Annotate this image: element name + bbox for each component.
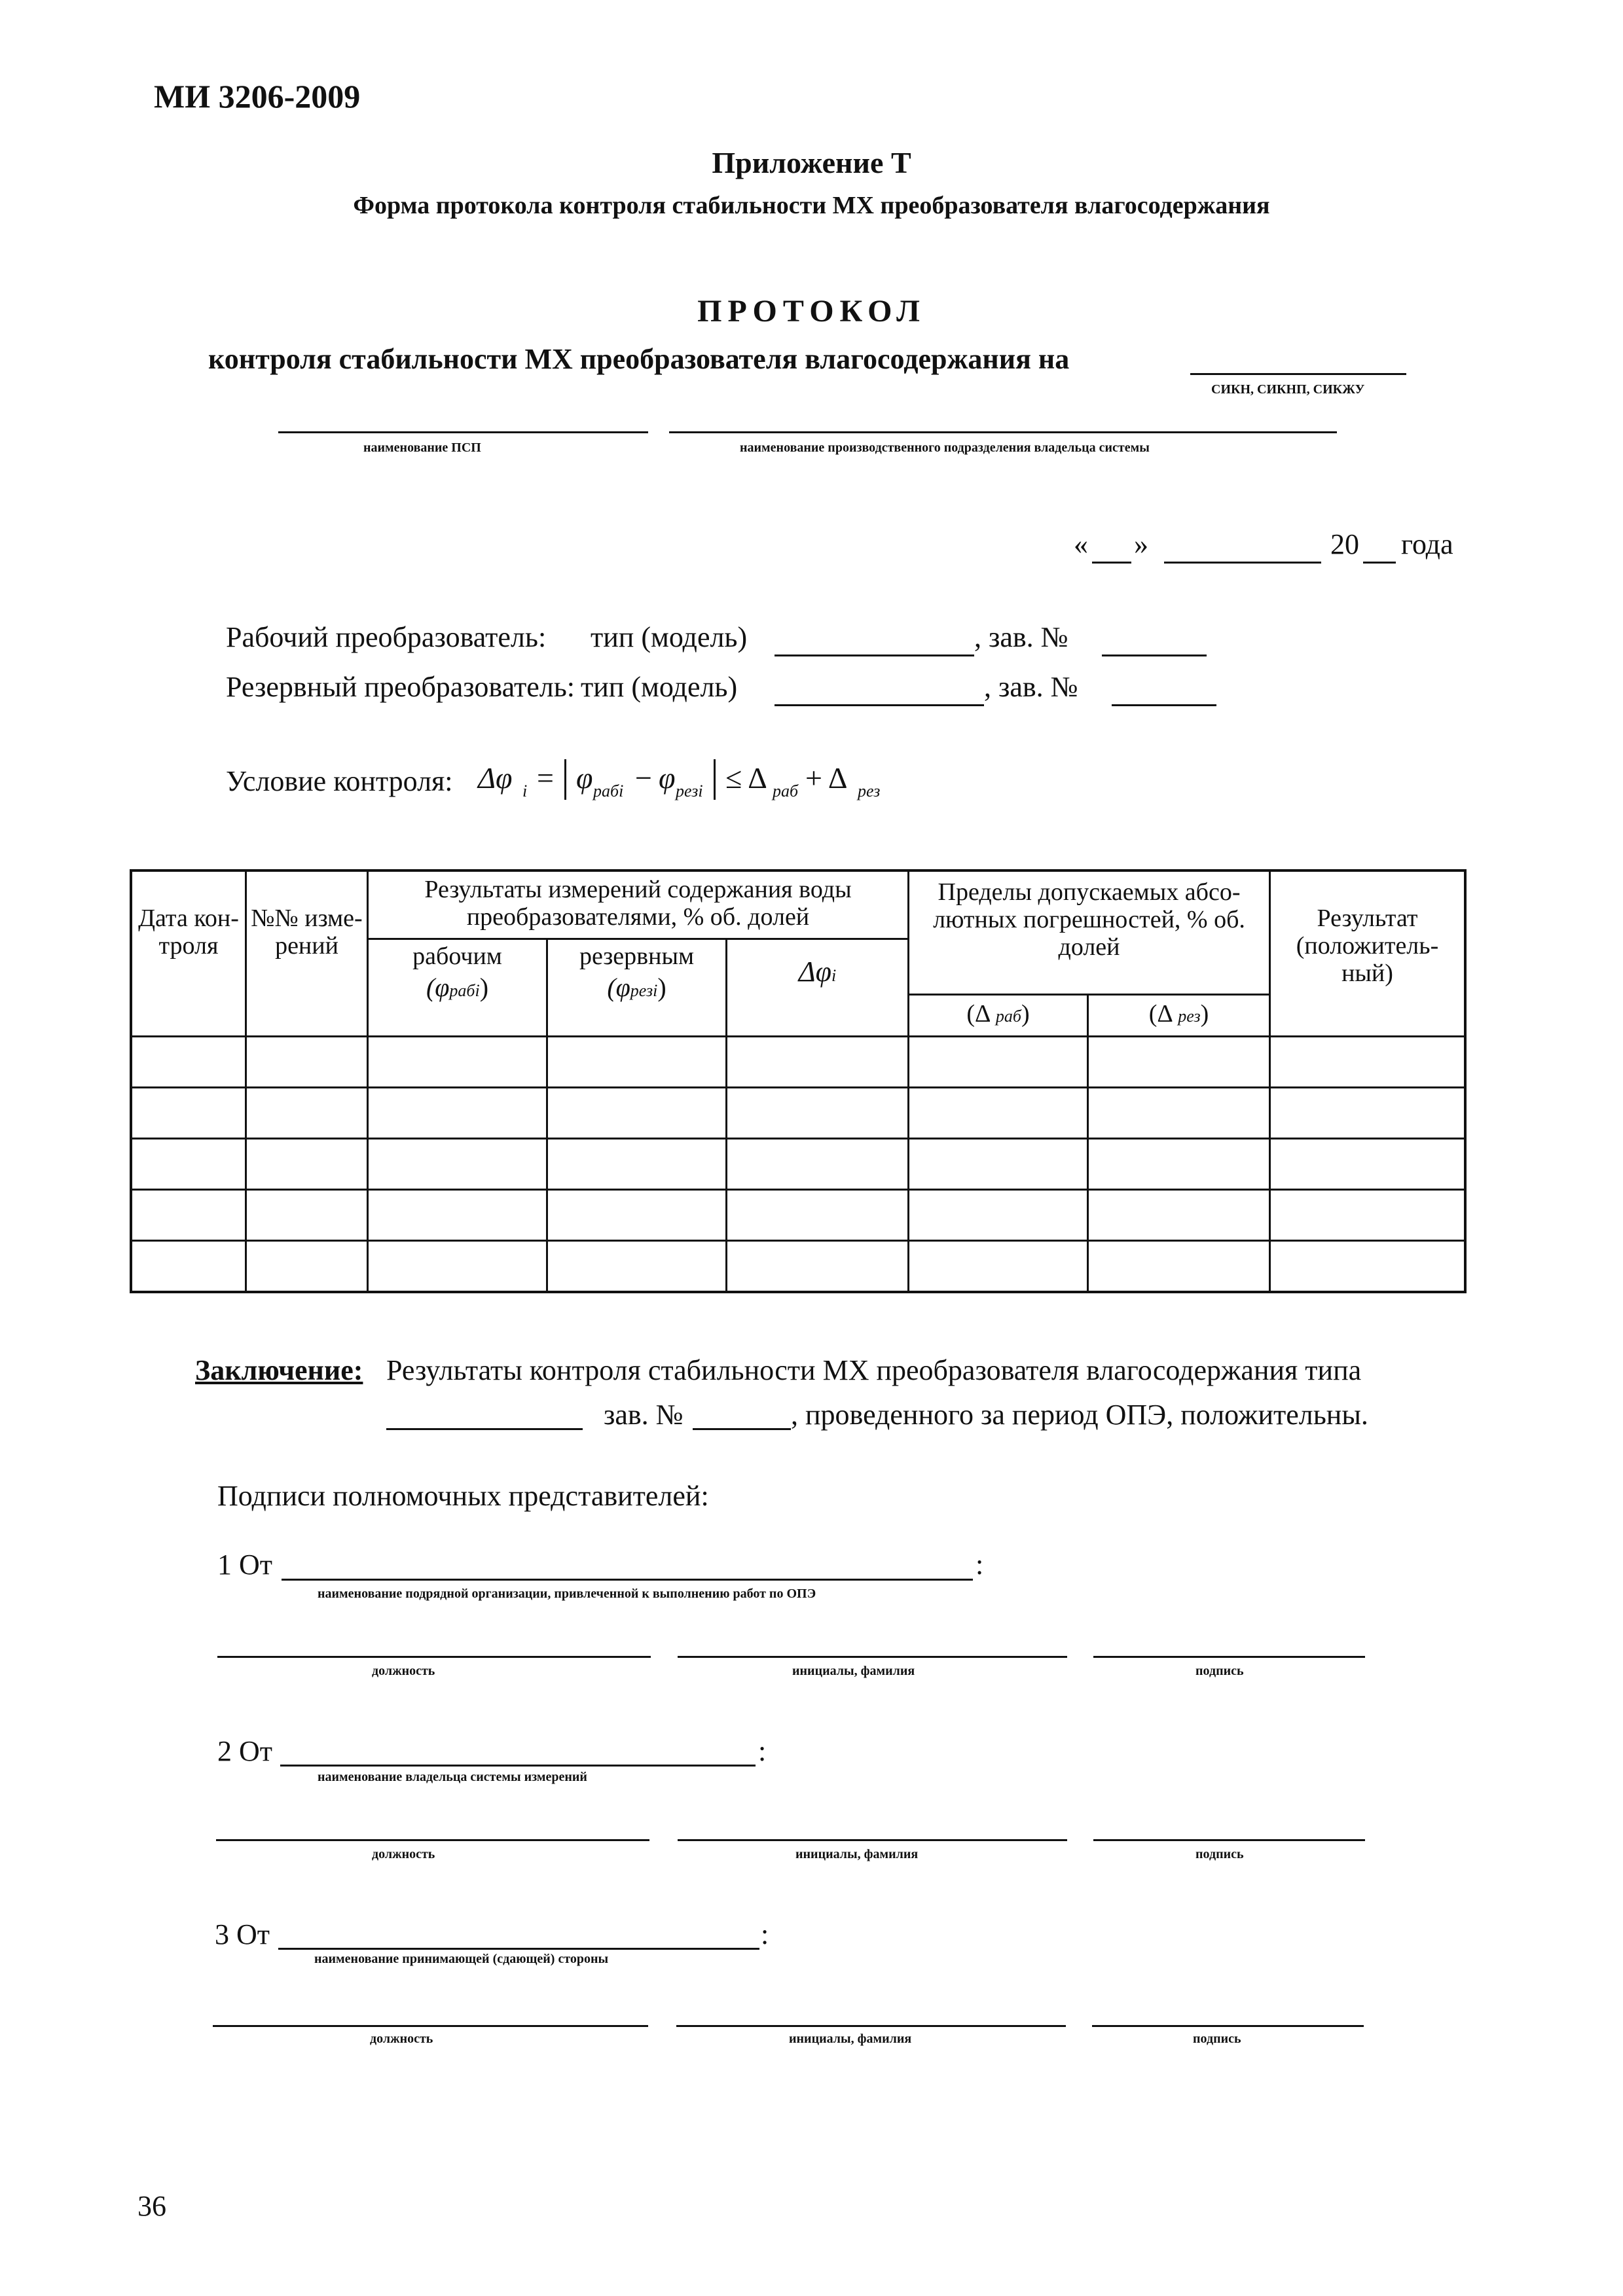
from-2-label: 2 От xyxy=(217,1735,273,1767)
initials-2-caption: инициалы, фамилия xyxy=(795,1847,919,1861)
formula-plus-delta: + Δ xyxy=(805,761,848,795)
signature-3-caption: подпись xyxy=(1193,2032,1241,2046)
position-1-field[interactable] xyxy=(217,1636,651,1658)
row-line-2 xyxy=(130,1138,1467,1139)
reserve-sub: резi xyxy=(630,981,658,1000)
delta-phi: Δφ xyxy=(798,956,831,988)
conclusion-type-field[interactable] xyxy=(386,1401,583,1430)
position-2-caption: должность xyxy=(372,1847,435,1861)
group-header-limits: Пределы допускаемых абсо- лютных погрешностей, % об. долей xyxy=(933,878,1245,961)
from-1-caption: наименование подрядной организации, привлеченной к выполнению работ по ОПЭ xyxy=(318,1587,816,1601)
col-header-number: №№ изме- рений xyxy=(251,905,363,960)
date-close-quote: » xyxy=(1134,528,1148,560)
delta-sub: i xyxy=(831,966,837,985)
year-prefix: 20 xyxy=(1330,528,1359,560)
table-border-top xyxy=(130,869,1467,872)
col-header-working: рабочим xyxy=(412,942,502,970)
formula-delta-phi: Δφ xyxy=(478,761,513,795)
col-line-2 xyxy=(367,869,369,1293)
working-phi: (φ xyxy=(426,973,450,1002)
reserve-converter-label: Резервный преобразователь: xyxy=(226,671,575,703)
signature-1-caption: подпись xyxy=(1195,1664,1244,1678)
month-field-line[interactable] xyxy=(1164,531,1321,564)
formula-sub-rab: рабi xyxy=(593,781,624,800)
from-2-colon: : xyxy=(758,1735,767,1767)
conclusion-text: Результаты контроля стабильности МХ преобразователя влагосодержания типа xyxy=(386,1354,1362,1386)
conclusion-serial-field[interactable] xyxy=(693,1401,791,1430)
appendix-title: Приложение Т xyxy=(712,146,911,179)
day-field-line[interactable] xyxy=(1092,531,1131,564)
from-2-field[interactable] xyxy=(280,1738,756,1767)
formula-sub-rab2: раб xyxy=(773,781,799,800)
from-2-caption: наименование владельца системы измерений xyxy=(318,1770,587,1784)
working-serial-field[interactable] xyxy=(1102,623,1207,656)
reserve-serial-field[interactable] xyxy=(1112,673,1216,706)
from-1-colon: : xyxy=(976,1549,984,1581)
col-header-reserve: резервным xyxy=(579,942,695,970)
col-line-6 xyxy=(1087,994,1089,1293)
col-header-limit-rez: (Δ рез) xyxy=(1148,1000,1209,1028)
table-border-bottom xyxy=(130,1291,1467,1293)
working-type-label: тип (модель) xyxy=(591,621,748,653)
division-field-line[interactable] xyxy=(669,409,1337,433)
from-3-label: 3 От xyxy=(215,1918,270,1950)
position-2-field[interactable] xyxy=(216,1820,649,1841)
working-sub: рабi xyxy=(449,981,480,1000)
protocol-title: ПРОТОКОЛ xyxy=(697,294,926,329)
from-3-colon: : xyxy=(761,1918,769,1950)
header-subline-limits xyxy=(907,994,1269,996)
year-suffix: года xyxy=(1401,528,1453,560)
initials-1-caption: инициалы, фамилия xyxy=(792,1664,915,1678)
protocol-subtitle: контроля стабильности МХ преобразователя влагосодержания на xyxy=(208,343,1070,375)
signatures-heading: Подписи полномочных представителей: xyxy=(217,1480,709,1512)
header-subline-results xyxy=(367,938,907,940)
psp-caption: наименование ПСП xyxy=(363,440,481,455)
limit-rab-sub: раб xyxy=(995,1007,1021,1026)
working-type-field[interactable] xyxy=(775,623,974,656)
system-caption: СИКН, СИКНП, СИКЖУ xyxy=(1211,382,1365,397)
col-header-delta xyxy=(727,958,907,990)
system-field-line[interactable] xyxy=(1190,347,1406,375)
formula-minus: − xyxy=(635,761,652,795)
conclusion-serial-label: зав. № xyxy=(604,1399,684,1431)
limit-rez-delta: (Δ xyxy=(1148,1000,1172,1028)
formula-phi-rab: φ xyxy=(576,761,593,795)
condition-label: Условие контроля: xyxy=(226,765,453,797)
reserve-type-label: тип (модель) xyxy=(581,671,738,703)
abs-bar-right xyxy=(714,759,716,800)
conclusion-text-2: , проведенного за период ОПЭ, положительны. xyxy=(791,1399,1368,1431)
psp-field-line[interactable] xyxy=(278,409,648,433)
abs-bar-left xyxy=(564,759,566,800)
document-code: МИ 3206-2009 xyxy=(154,78,361,115)
reserve-serial-label: , зав. № xyxy=(984,671,1078,703)
group-header-results: Результаты измерений содержания воды преобразователями, % об. долей xyxy=(424,876,852,931)
division-caption: наименование производственного подразделения владельца системы xyxy=(740,440,1150,455)
initials-3-caption: инициалы, фамилия xyxy=(789,2032,912,2046)
position-3-field[interactable] xyxy=(213,2005,648,2027)
condition-formula xyxy=(478,759,936,805)
control-results-table xyxy=(130,869,1467,1293)
row-line-3 xyxy=(130,1189,1467,1191)
col-header-working-sym: (φрабi) xyxy=(426,973,489,1002)
formula-le-delta: ≤ Δ xyxy=(725,761,767,795)
limit-rez-sub: рез xyxy=(1178,1007,1201,1026)
table-border-right xyxy=(1464,869,1467,1293)
page-number: 36 xyxy=(137,2190,166,2222)
signature-3-field[interactable] xyxy=(1092,2005,1364,2027)
form-title: Форма протокола контроля стабильности МХ преобразователя влагосодержания xyxy=(353,192,1270,219)
from-1-label: 1 От xyxy=(217,1549,273,1581)
from-3-field[interactable] xyxy=(278,1922,759,1950)
date-open-quote: « xyxy=(1074,528,1088,560)
col-header-reserve-sym: (φрезi) xyxy=(607,973,666,1002)
reserve-phi: (φ xyxy=(607,973,630,1002)
working-converter-label: Рабочий преобразователь: xyxy=(226,621,547,653)
initials-2-field[interactable] xyxy=(678,1820,1067,1841)
year-field-line[interactable] xyxy=(1363,531,1396,564)
formula-phi-rez: φ xyxy=(659,761,676,795)
header-bottom-line xyxy=(130,1035,1467,1037)
row-line-4 xyxy=(130,1240,1467,1242)
col-header-limit-rab: (Δ раб) xyxy=(966,1000,1030,1028)
formula-sub-rez: резi xyxy=(676,781,703,800)
initials-3-field[interactable] xyxy=(676,2005,1066,2027)
conclusion-label: Заключение: xyxy=(195,1354,363,1386)
position-3-caption: должность xyxy=(370,2032,433,2046)
signature-1-field[interactable] xyxy=(1093,1636,1365,1658)
formula-equals: = xyxy=(537,761,554,795)
working-serial-label: , зав. № xyxy=(974,621,1068,653)
formula-sub-rez2: рез xyxy=(858,781,881,800)
col-header-result: Результат (положитель- ный) xyxy=(1296,905,1439,987)
position-1-caption: должность xyxy=(372,1664,435,1678)
initials-1-field[interactable] xyxy=(678,1636,1067,1658)
from-3-caption: наименование принимающей (сдающей) стороны xyxy=(314,1952,609,1966)
row-line-1 xyxy=(130,1086,1467,1088)
signature-2-caption: подпись xyxy=(1195,1847,1244,1861)
from-1-field[interactable] xyxy=(282,1552,973,1581)
formula-index-i: i xyxy=(522,781,528,800)
signature-2-field[interactable] xyxy=(1093,1820,1365,1841)
limit-rab-delta: (Δ xyxy=(966,1000,990,1028)
reserve-type-field[interactable] xyxy=(775,673,984,706)
col-header-date: Дата кон- троля xyxy=(138,905,239,960)
